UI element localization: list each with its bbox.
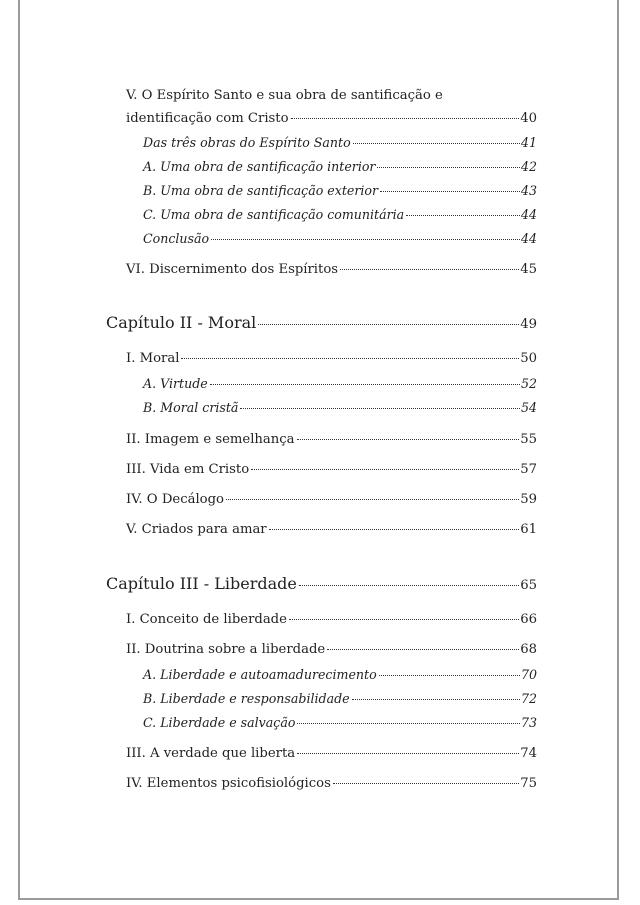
dot-leader bbox=[291, 118, 520, 119]
dot-leader bbox=[240, 408, 520, 409]
book-page bbox=[18, 0, 619, 900]
dot-leader bbox=[380, 191, 520, 192]
toc-entry-conclusao[interactable] bbox=[143, 231, 537, 246]
toc-entry-title: C. Uma obra de santificação comunitária bbox=[143, 207, 405, 222]
toc-entry-virtude[interactable] bbox=[143, 376, 537, 391]
toc-entry-title: I. Moral bbox=[126, 351, 180, 366]
toc-page-number: 65 bbox=[520, 578, 537, 593]
toc-entry-title: A. Liberdade e autoamadurecimento bbox=[143, 667, 377, 682]
dot-leader bbox=[211, 239, 520, 240]
toc-page-number: 43 bbox=[520, 183, 537, 198]
toc-page-number: 44 bbox=[520, 231, 537, 246]
toc-page-number: 72 bbox=[520, 691, 537, 706]
toc-entry-title: Das três obras do Espírito Santo bbox=[143, 135, 351, 150]
toc-page-number: 40 bbox=[520, 111, 537, 126]
toc-entry-imagem[interactable] bbox=[126, 432, 537, 447]
toc-page-number: 50 bbox=[520, 351, 537, 366]
toc-entry-three-works[interactable] bbox=[143, 135, 537, 150]
toc-page-number: 74 bbox=[520, 746, 537, 761]
toc-page-number: 61 bbox=[520, 522, 537, 537]
toc-entry-section-5-line1 bbox=[126, 88, 443, 103]
toc-page-number: 55 bbox=[520, 432, 537, 447]
dot-leader bbox=[352, 699, 520, 700]
dot-leader bbox=[379, 675, 520, 676]
dot-leader bbox=[269, 529, 520, 530]
dot-leader bbox=[251, 469, 519, 470]
toc-entry-title: III. A verdade que liberta bbox=[126, 746, 296, 761]
toc-entry-title: A. Uma obra de santificação interior bbox=[143, 159, 376, 174]
toc-chapter-3[interactable] bbox=[106, 574, 537, 593]
toc-page-number: 70 bbox=[520, 667, 537, 682]
toc-entry-autoamadurecimento[interactable] bbox=[143, 667, 537, 682]
toc-entry-decalogo[interactable] bbox=[126, 492, 537, 507]
dot-leader bbox=[327, 649, 519, 650]
toc-entry-doutrina[interactable] bbox=[126, 642, 537, 657]
toc-entry-title: II. Doutrina sobre a liberdade bbox=[126, 642, 326, 657]
dot-leader bbox=[181, 358, 519, 359]
toc-page-number: 73 bbox=[520, 715, 537, 730]
toc-entry-title: A. Virtude bbox=[143, 376, 208, 391]
dot-leader bbox=[289, 619, 519, 620]
table-of-contents bbox=[20, 0, 617, 898]
toc-page-number: 75 bbox=[520, 776, 537, 791]
toc-entry-title: V. O Espírito Santo e sua obra de santificação e bbox=[126, 88, 443, 103]
dot-leader bbox=[210, 384, 520, 385]
toc-entry-title: VI. Discernimento dos Espíritos bbox=[126, 262, 339, 277]
dot-leader bbox=[406, 215, 520, 216]
toc-entry-title: I. Conceito de liberdade bbox=[126, 612, 287, 627]
toc-entry-title: C. Liberdade e salvação bbox=[143, 715, 296, 730]
toc-entry-title: V. Criados para amar bbox=[126, 522, 267, 537]
toc-entry-title: III. Vida em Cristo bbox=[126, 462, 250, 477]
dot-leader bbox=[297, 439, 520, 440]
toc-entry-comunitaria[interactable] bbox=[143, 207, 537, 222]
toc-entry-section-6[interactable] bbox=[126, 262, 537, 277]
toc-entry-responsabilidade[interactable] bbox=[143, 691, 537, 706]
toc-entry-title: IV. Elementos psicofisiológicos bbox=[126, 776, 331, 791]
toc-entry-title: B. Liberdade e responsabilidade bbox=[143, 691, 350, 706]
toc-entry-moral-crista[interactable] bbox=[143, 400, 537, 415]
dot-leader bbox=[333, 783, 519, 784]
dot-leader bbox=[297, 723, 520, 724]
toc-chapter-title: Capítulo II - Moral bbox=[106, 313, 257, 332]
toc-entry-psicofisiologicos[interactable] bbox=[126, 776, 537, 791]
toc-page-number: 41 bbox=[520, 135, 537, 150]
toc-page-number: 42 bbox=[520, 159, 537, 174]
toc-entry-title: B. Uma obra de santificação exterior bbox=[143, 183, 379, 198]
toc-entry-title: B. Moral cristã bbox=[143, 400, 239, 415]
toc-entry-criados-amar[interactable] bbox=[126, 522, 537, 537]
toc-page-number: 49 bbox=[520, 317, 537, 332]
toc-entry-exterior[interactable] bbox=[143, 183, 537, 198]
toc-entry-vida-cristo[interactable] bbox=[126, 462, 537, 477]
toc-page-number: 52 bbox=[520, 376, 537, 391]
toc-entry-title: Conclusão bbox=[143, 231, 210, 246]
toc-page-number: 57 bbox=[520, 462, 537, 477]
toc-page-number: 54 bbox=[520, 400, 537, 415]
dot-leader bbox=[353, 143, 520, 144]
toc-entry-title: identificação com Cristo bbox=[126, 111, 289, 126]
toc-entry-interior[interactable] bbox=[143, 159, 537, 174]
dot-leader bbox=[226, 499, 519, 500]
toc-page-number: 44 bbox=[520, 207, 537, 222]
toc-entry-title: II. Imagem e semelhança bbox=[126, 432, 295, 447]
toc-page-number: 68 bbox=[520, 642, 537, 657]
toc-entry-conceito[interactable] bbox=[126, 612, 537, 627]
toc-page-number: 45 bbox=[520, 262, 537, 277]
dot-leader bbox=[258, 324, 519, 325]
dot-leader bbox=[297, 753, 519, 754]
dot-leader bbox=[340, 269, 519, 270]
toc-entry-section-5[interactable] bbox=[126, 111, 537, 126]
toc-chapter-2[interactable] bbox=[106, 313, 537, 332]
toc-entry-salvacao[interactable] bbox=[143, 715, 537, 730]
toc-entry-verdade[interactable] bbox=[126, 746, 537, 761]
dot-leader bbox=[299, 585, 519, 586]
toc-chapter-title: Capítulo III - Liberdade bbox=[106, 574, 297, 593]
toc-entry-moral[interactable] bbox=[126, 351, 537, 366]
dot-leader bbox=[377, 167, 520, 168]
toc-entry-title: IV. O Decálogo bbox=[126, 492, 224, 507]
toc-page-number: 59 bbox=[520, 492, 537, 507]
toc-page-number: 66 bbox=[520, 612, 537, 627]
